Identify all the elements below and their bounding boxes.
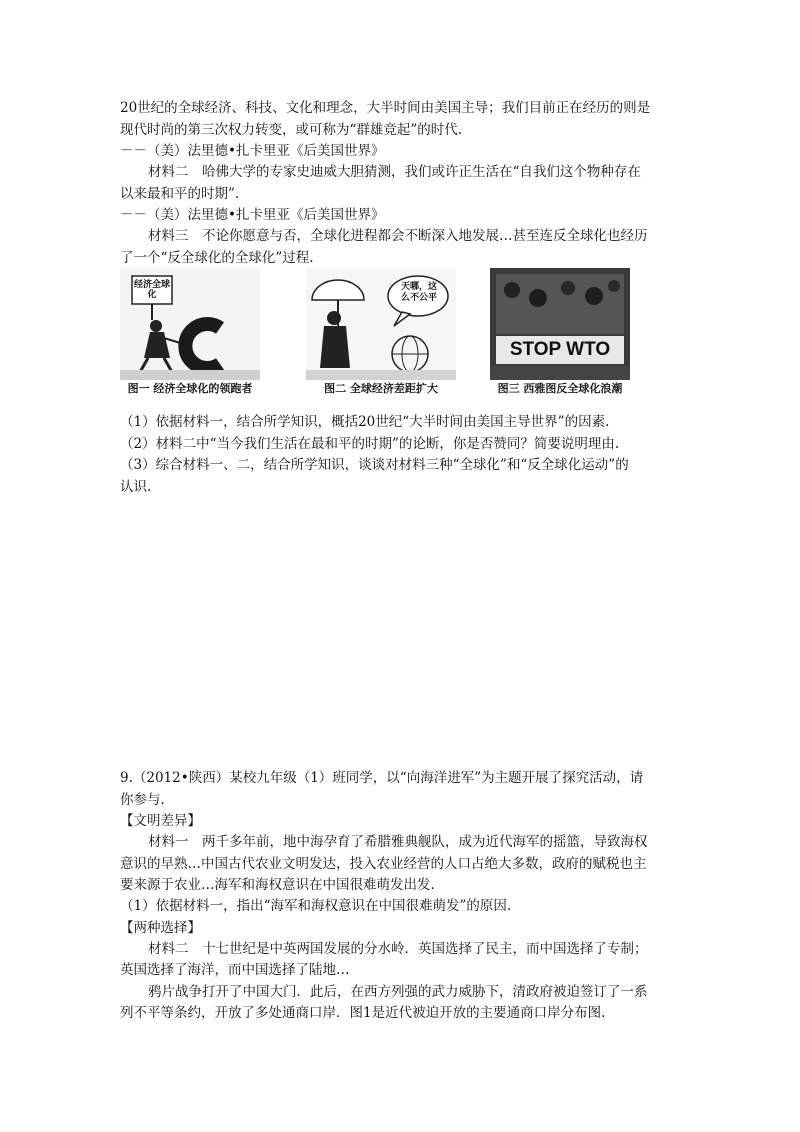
figure-3-caption: 图三 西雅图反全球化浪潮 (497, 382, 623, 395)
section-heading-civilization: 【文明差异】 (120, 813, 201, 829)
cartoon-figure-strip (120, 268, 630, 400)
problem-9-material-1-line-1: 材料一 两千多年前，地中海孕育了希腊雅典舰队，成为近代海军的摇篮，导致海权 (148, 834, 648, 850)
figure-3-banner-text: STOP WTO (509, 339, 611, 360)
material-2-line-2: 以来最和平的时期”. (120, 186, 240, 202)
question-3-line-2: 认识. (120, 479, 152, 495)
figure-2-speech-bubble-text: 天哪，这么不公平 (400, 282, 437, 303)
intro-line-2: 现代时尚的第三次权力转变，或可称为“群雄竞起”的时代. (120, 122, 463, 138)
problem-9-question-1: （1）依据材料一，指出“海军和海权意识在中国很难萌发”的原因. (120, 898, 512, 914)
problem-9-header-line-1: 9.（2012•陕西）某校九年级（1）班同学，以“向海洋进军”为主题开展了探究活动，请 (120, 770, 644, 786)
problem-9-material-1-line-3: 要来源于农业…海军和海权意识在中国很难萌发出发. (120, 877, 435, 893)
section-heading-two-choices: 【两种选择】 (120, 920, 201, 936)
problem-9-material-2-line-2: 英国选择了海洋，而中国选择了陆地… (120, 962, 350, 978)
problem-9-header-line-2: 你参与. (120, 792, 165, 808)
figure-2 (306, 268, 456, 400)
material-2-line-1: 材料二 哈佛大学的专家史迪威大胆猜测，我们或许正生活在“自我们这个物种存在 (148, 164, 641, 180)
problem-9-material-2-line-1: 材料二 十七世纪是中英两国发展的分水岭．英国选择了民主，而中国选择了专制； (148, 941, 648, 957)
source-citation-2: －－（美）法里德•扎卡里亚《后美国世界》 (120, 207, 385, 223)
figure-1-caption: 图一 经济全球化的领跑者 (127, 382, 253, 395)
figure-1 (120, 268, 260, 400)
figure-2-caption: 图二 全球经济差距扩大 (324, 382, 438, 395)
material-3-line-2: 了一个“反全球化的全球化”过程. (120, 250, 314, 266)
material-3-line-1: 材料三 不论你愿意与否，全球化进程都会不断深入地发展…甚至连反全球化也经历 (148, 228, 648, 244)
figure-3 (490, 268, 630, 400)
problem-9-material-2-line-4: 列不平等条约，开放了多处通商口岸．图1是近代被迫开放的主要通商口岸分布图. (120, 1005, 606, 1021)
question-2: （2）材料二中“当今我们生活在最和平的时期”的论断，你是否赞同？简要说明理由. (120, 436, 620, 452)
figure-1-sign-text: 经济全球化 (134, 280, 171, 300)
source-citation-1: －－（美）法里德•扎卡里亚《后美国世界》 (120, 143, 385, 159)
question-1: （1）依据材料一，结合所学知识，概括20世纪“大半时间由美国主导世界”的因素. (120, 414, 610, 430)
figure-3-photo (490, 268, 630, 380)
intro-line-1: 20世纪的全球经济、科技、文化和理念，大半时间由美国主导；我们目前正在经历的则是 (120, 100, 651, 116)
problem-9-material-1-line-2: 意识的早熟…中国古代农业文明发达，投入农业经营的人口占绝大多数，政府的赋税也主 (120, 856, 647, 872)
problem-9-material-2-line-3: 鸦片战争打开了中国大门．此后，在西方列强的武力威胁下，清政府被迫签订了一系 (148, 984, 648, 1000)
question-3-line-1: （3）综合材料一、二，结合所学知识，谈谈对材料三种“全球化”和“反全球化运动”的 (120, 457, 629, 473)
